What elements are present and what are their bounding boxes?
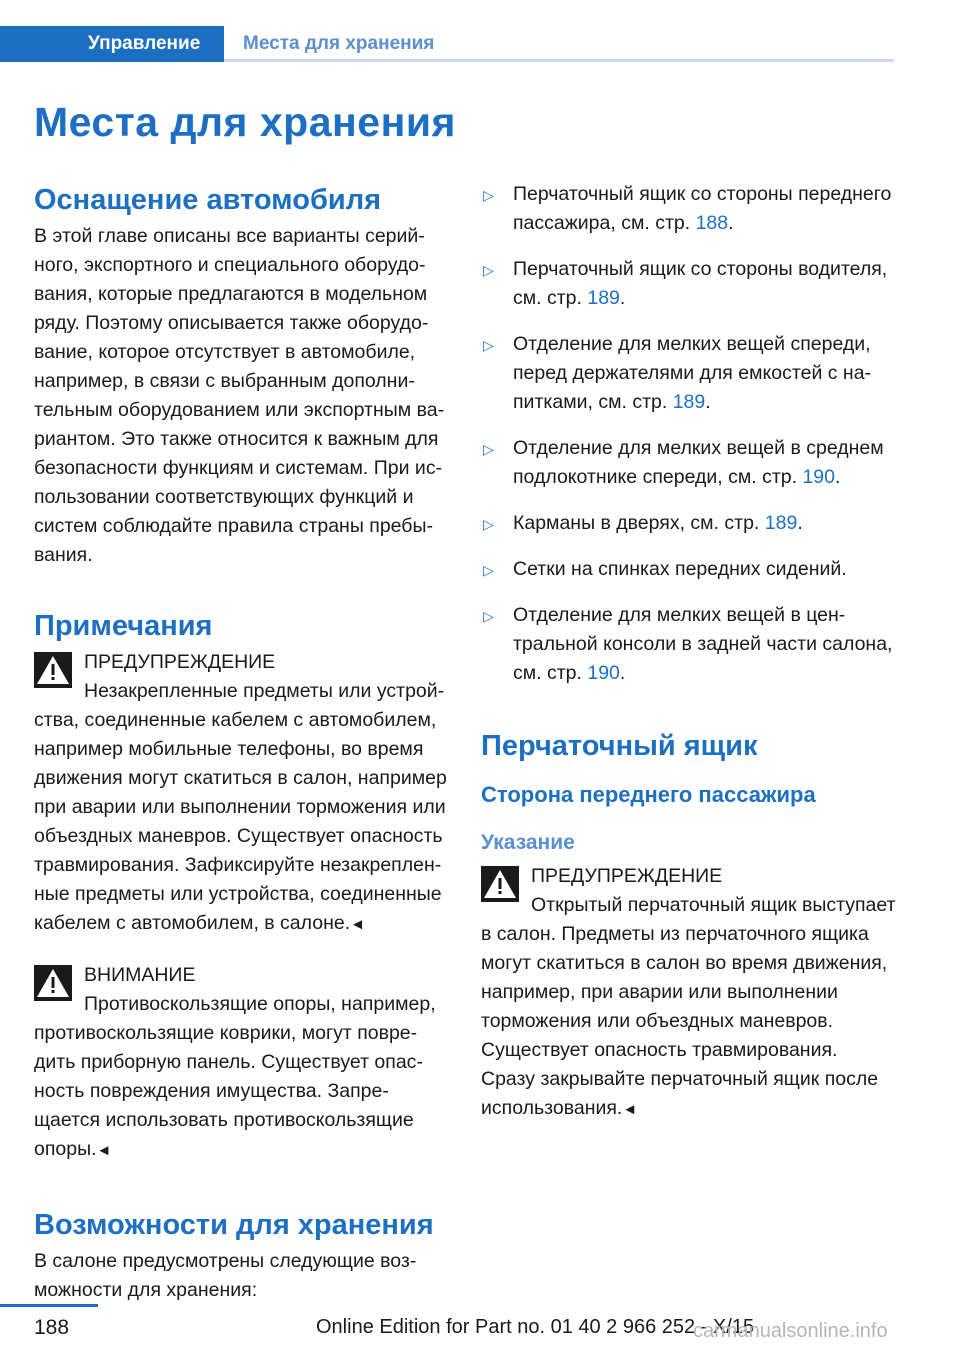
caution-text bbox=[34, 990, 448, 1165]
footer-rule bbox=[0, 1304, 98, 1307]
heading-notes: Примечания bbox=[34, 610, 213, 642]
bullet-triangle-icon: ▷ bbox=[483, 516, 494, 532]
heading-equipment: Оснащение автомобиля bbox=[34, 184, 382, 216]
list-item-text: Сетки на спинках передних сидений. bbox=[513, 558, 847, 580]
list-item bbox=[481, 601, 896, 688]
list-item-end: . bbox=[797, 512, 803, 534]
warning-triangle-icon bbox=[34, 965, 72, 1001]
heading-glovebox: Перчаточный ящик bbox=[481, 730, 758, 762]
page-link[interactable]: 190 bbox=[587, 662, 620, 684]
edition-text: Online Edition for Part no. 01 40 2 966 252 - X/15 bbox=[316, 1316, 755, 1338]
list-item bbox=[481, 330, 896, 417]
subheading-note: Указание bbox=[481, 831, 575, 854]
page-link[interactable]: 189 bbox=[764, 512, 798, 534]
right-column bbox=[481, 180, 896, 1124]
bullet-triangle-icon: ▷ bbox=[483, 187, 494, 203]
header-bar bbox=[0, 26, 894, 62]
page-link[interactable]: 188 bbox=[695, 212, 729, 234]
end-mark: ◄ bbox=[96, 1142, 112, 1159]
storage-text: В салоне предусмотрены следующие возможности для хранения: bbox=[34, 1250, 417, 1301]
warning-block-1 bbox=[34, 648, 448, 939]
warning-triangle-icon bbox=[34, 652, 72, 688]
breadcrumb-chapter[interactable]: Управление bbox=[0, 26, 224, 62]
watermark: carmanualsonline.info bbox=[693, 1320, 888, 1342]
page-link[interactable]: 189 bbox=[672, 391, 706, 413]
list-item-end: . bbox=[619, 662, 626, 684]
caution-label: ВНИМАНИЕ bbox=[84, 964, 196, 986]
bullet-triangle-icon: ▷ bbox=[483, 337, 494, 353]
bullet-triangle-icon: ▷ bbox=[483, 262, 494, 278]
list-item bbox=[481, 555, 896, 584]
list-item bbox=[481, 509, 896, 538]
warning-label: ПРЕДУПРЕЖДЕНИЕ bbox=[84, 651, 276, 673]
list-item-text: Отделение для мелких вещей спереди, перед держателями для емкостей с напитками, см. стр. bbox=[513, 333, 872, 413]
list-item-end: . bbox=[728, 212, 734, 234]
warning-text-1 bbox=[34, 677, 448, 939]
glovebox-warning-text bbox=[481, 891, 896, 1124]
glovebox-warning-text-body: Открытый перчаточный ящик выступает в салон. Предметы из перчаточного ящика могут скатиться в салон во время движения, например, при аварии или выполнении торможения или объездных маневров. Существует опасность травмирования. Сразу закрывайте перчаточный ящик после использования. bbox=[481, 894, 896, 1119]
list-item-text: Перчаточный ящик со стороны переднего пассажира, см. стр. bbox=[513, 183, 892, 234]
caution-text-body: Противоскользящие опоры, например, противоскользящие коврики, могут повредить приборную панель. Существует опасность повреждения имущества. Запрещается использовать противоскользящие опоры. bbox=[34, 993, 436, 1160]
header-rule bbox=[224, 59, 894, 62]
page-link[interactable]: 190 bbox=[802, 466, 835, 488]
list-item-end: . bbox=[619, 287, 626, 309]
list-item-end: . bbox=[835, 466, 841, 488]
warning-triangle-icon bbox=[481, 866, 519, 902]
subheading-passenger-side: Сторона переднего пассажира bbox=[481, 782, 816, 807]
bullet-triangle-icon: ▷ bbox=[483, 441, 494, 457]
left-column bbox=[34, 180, 448, 1305]
end-mark: ◄ bbox=[350, 916, 365, 933]
equipment-text: В этой главе описаны все варианты серийного, экспортного и специального оборудования, которые предлагаются в модельном ряду. Поэтому описывается также оборудование, которое отсутствует в автомобиле, например, в связи с выбранным дополнительным оборудованием или экспортным вариантом. Это также относится к важным для безопасности функциям и системам. При использовании соответствующих функций и систем соблюдайте правила страны пребывания. bbox=[34, 225, 445, 566]
warning-text-1-body: Незакрепленные предметы или устройства, соединенные кабелем с автомобилем, например мобильные телефоны, во время движения могут скатиться в салон, например при аварии или выполнении торможения или объездных маневров. Существует опасность травмирования. Зафиксируйте незакрепленные предметы или устройства, соединенные кабелем с автомобилем, в салоне. bbox=[34, 680, 447, 934]
list-item bbox=[481, 180, 896, 238]
end-mark: ◄ bbox=[622, 1101, 638, 1118]
list-item-text: Перчаточный ящик со стороны водителя, см. стр. bbox=[513, 258, 888, 309]
page-title: Места для хранения bbox=[34, 99, 456, 145]
list-item bbox=[481, 434, 896, 492]
breadcrumb-section[interactable]: Места для хранения bbox=[243, 33, 435, 54]
page-link[interactable]: 189 bbox=[587, 287, 620, 309]
list-item-text: Отделение для мелких вещей в центральной консоли в задней части салона, см. стр. bbox=[513, 604, 893, 684]
storage-list bbox=[481, 180, 896, 688]
glovebox-warning-label: ПРЕДУПРЕЖДЕНИЕ bbox=[531, 865, 723, 887]
list-item bbox=[481, 255, 896, 313]
list-item-end: . bbox=[705, 391, 711, 413]
caution-block bbox=[34, 961, 448, 1165]
list-item-text: Отделение для мелких вещей в среднем подлокотнике спереди, см. стр. bbox=[513, 437, 884, 488]
bullet-triangle-icon: ▷ bbox=[483, 608, 494, 624]
heading-storage: Возможности для хранения bbox=[34, 1209, 434, 1241]
bullet-triangle-icon: ▷ bbox=[483, 562, 494, 578]
list-item-text: Карманы в дверях, см. стр. bbox=[513, 512, 765, 534]
warning-block-glovebox bbox=[481, 862, 896, 1124]
page-number: 188 bbox=[34, 1316, 70, 1339]
